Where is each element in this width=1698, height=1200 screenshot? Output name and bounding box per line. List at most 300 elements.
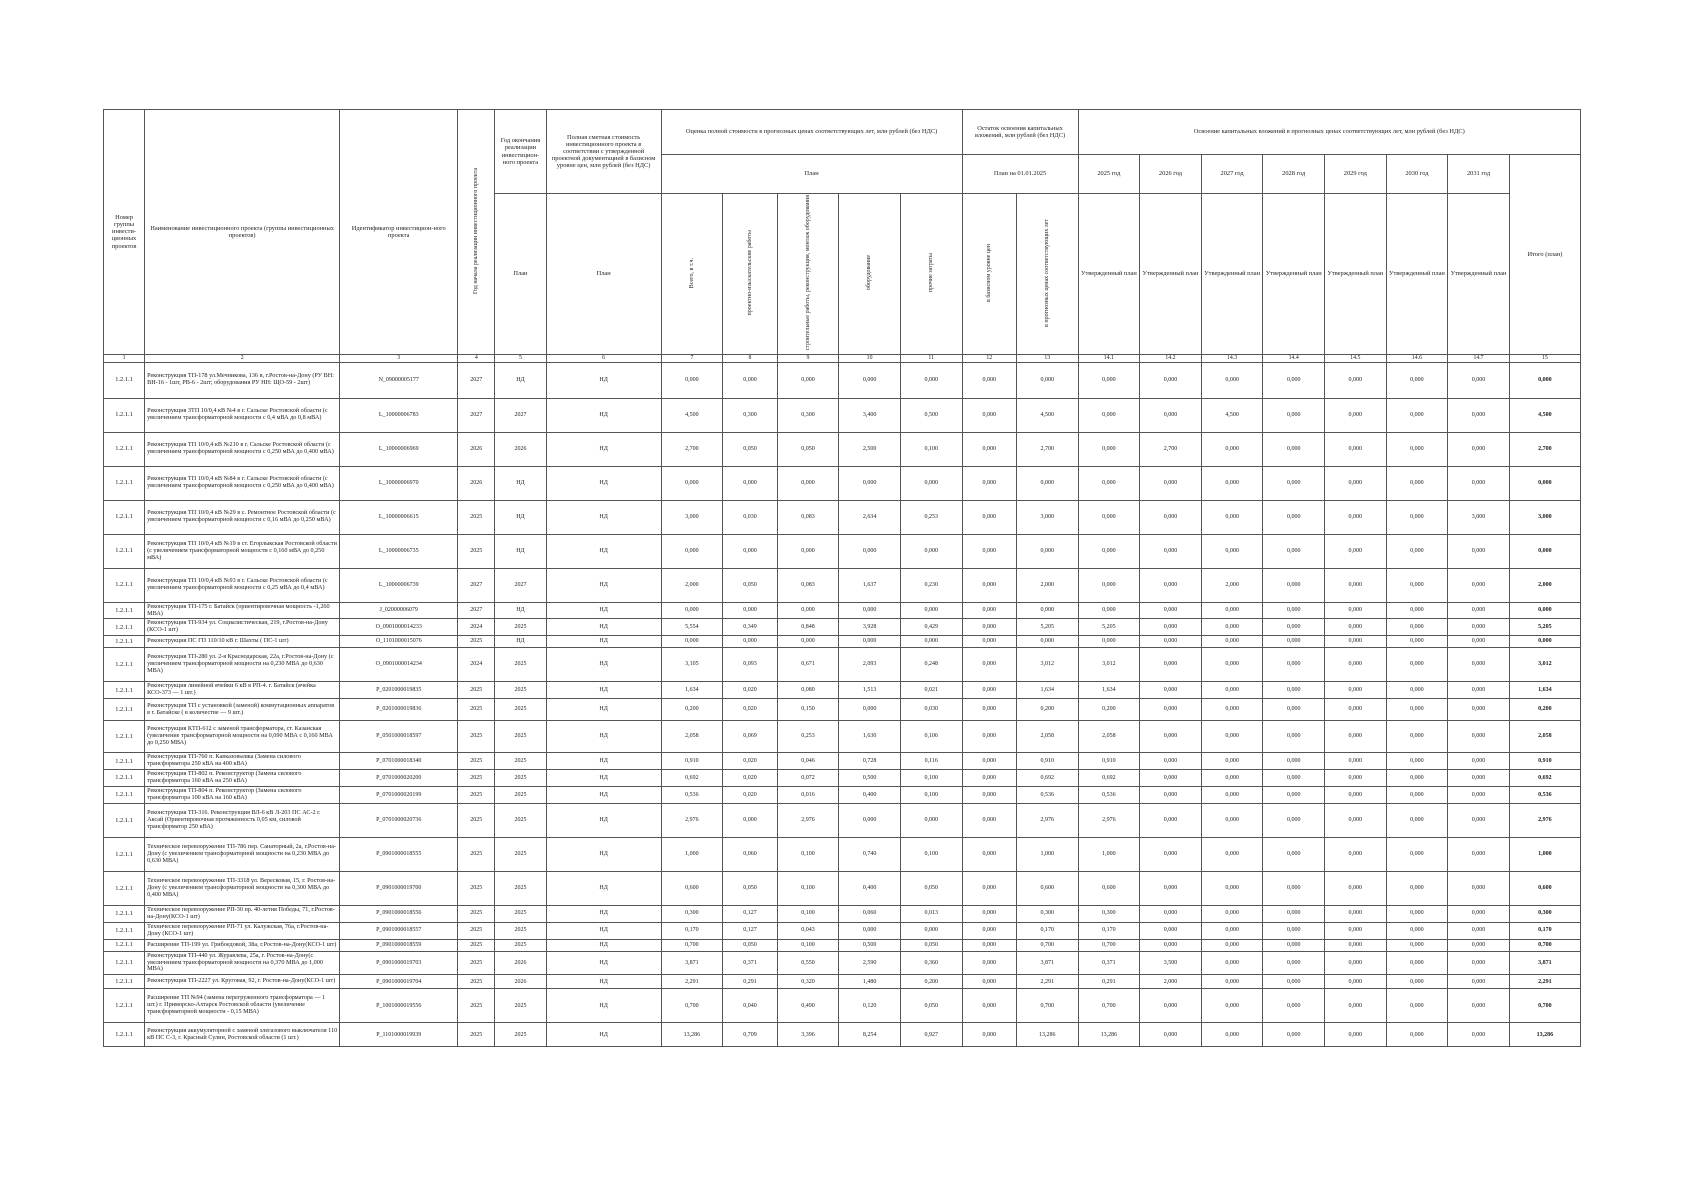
table-row [104,753,1581,770]
value-cell: 0,000 [1386,602,1448,619]
table-row [104,922,1581,939]
value-cell: 0,600 [1016,871,1078,905]
value-cell: 0,000 [1263,753,1325,770]
value-cell: 0,740 [839,837,901,871]
value-cell: 0,050 [723,432,777,466]
value-cell: 2,976 [661,803,723,837]
table-row [104,619,1581,636]
full-cost-cell: НД [546,975,661,989]
value-cell: 0,000 [1078,602,1140,619]
value-cell: 0,000 [1325,362,1387,398]
value-cell: 0,000 [1448,951,1510,975]
value-cell: 0,000 [1386,466,1448,500]
value-cell: 0,000 [1325,786,1387,803]
value-cell: 0,000 [962,398,1016,432]
hdr-year-end: Год окончания реализации инвестицион-ного проекта [495,110,546,194]
year-start-cell: 2024 [458,648,495,682]
column-index-cell: 11 [900,354,962,362]
hdr-approved-2030: Утвержденный план [1386,194,1448,355]
value-cell: 0,000 [1386,837,1448,871]
investment-projects-table [103,109,1581,1047]
value-cell: 0,000 [1263,939,1325,951]
value-cell: 0,300 [661,905,723,922]
group-num-cell: 1.2.1.1 [104,786,145,803]
year-end-cell: 2027 [495,398,546,432]
value-cell: 4,500 [1201,398,1263,432]
value-cell: 0,000 [1140,534,1202,568]
value-cell: 0,000 [1386,682,1448,699]
value-cell: 0,700 [1078,939,1140,951]
total-cell: 2,000 [1509,568,1580,602]
value-cell: 0,536 [1016,786,1078,803]
project-name-cell: Реконструкция ТП 10/0,4 кВ №93 в г. Сальске Ростовской области (с увеличением трансформаторной мощности с 0,25 мВА до 0,4 мВА) [145,568,340,602]
year-start-cell: 2027 [458,362,495,398]
value-cell: 0,100 [900,770,962,787]
full-cost-cell: НД [546,636,661,648]
project-name-cell: Реконструкция ТП-760 п. Кавказовьевка (Замена силового трансформатора 250 кВА на 400 кВА) [145,753,340,770]
column-index-cell: 10 [839,354,901,362]
table-row [104,975,1581,989]
value-cell: 3,871 [1016,951,1078,975]
hdr-plan-on: План на 01.01.2025 [962,155,1078,194]
value-cell: 0,000 [1386,500,1448,534]
value-cell: 0,000 [777,362,839,398]
identifier-cell: P_0701000020736 [340,803,458,837]
value-cell: 0,000 [1448,602,1510,619]
value-cell: 0,000 [1263,682,1325,699]
identifier-cell: P_0701000020200 [340,770,458,787]
value-cell: 0,000 [1140,602,1202,619]
value-cell: 0,400 [839,786,901,803]
value-cell: 0,000 [777,636,839,648]
total-cell: 0,170 [1509,922,1580,939]
total-cell: 2,291 [1509,975,1580,989]
value-cell: 0,300 [1078,905,1140,922]
full-cost-cell: НД [546,753,661,770]
value-cell: 0,000 [1325,500,1387,534]
value-cell: 0,000 [1448,682,1510,699]
value-cell: 0,000 [1325,989,1387,1023]
value-cell: 0,000 [1386,951,1448,975]
hdr-name: Наименование инвестиционного проекта (группы инвестиционных проектов) [145,110,340,355]
year-end-cell: 2025 [495,939,546,951]
value-cell: 0,000 [1448,871,1510,905]
value-cell: 0,000 [1201,905,1263,922]
hdr-approved-2026: Утвержденный план [1140,194,1202,355]
value-cell: 0,000 [1140,989,1202,1023]
value-cell: 4,500 [1016,398,1078,432]
value-cell: 0,000 [1140,905,1202,922]
value-cell: 0,000 [1448,905,1510,922]
table-row [104,648,1581,682]
year-end-cell: НД [495,602,546,619]
year-start-cell: 2025 [458,837,495,871]
value-cell: 0,000 [1201,837,1263,871]
column-index-cell: 4 [458,354,495,362]
value-cell: 0,291 [723,975,777,989]
value-cell: 0,000 [962,636,1016,648]
total-cell: 2,058 [1509,721,1580,753]
value-cell: 0,000 [900,922,962,939]
value-cell: 0,000 [1201,951,1263,975]
value-cell: 0,910 [1016,753,1078,770]
value-cell: 0,000 [1078,500,1140,534]
group-num-cell: 1.2.1.1 [104,837,145,871]
group-num-cell: 1.2.1.1 [104,1023,145,1047]
year-start-cell: 2025 [458,1023,495,1047]
year-start-cell: 2027 [458,602,495,619]
value-cell: 0,000 [1078,568,1140,602]
value-cell: 0,000 [1263,568,1325,602]
total-cell: 0,910 [1509,753,1580,770]
column-index-cell: 1 [104,354,145,362]
value-cell: 0,700 [1016,939,1078,951]
value-cell: 0,000 [1016,362,1078,398]
year-start-cell: 2025 [458,951,495,975]
value-cell: 0,040 [723,989,777,1023]
value-cell: 2,590 [839,951,901,975]
year-end-cell: 2025 [495,648,546,682]
group-num-cell: 1.2.1.1 [104,534,145,568]
project-name-cell: Реконструкция ТП-280 ул. 2-я Краснодарская, 22а, г.Ростов-на-Дону (с увеличением трансформаторной мощности на 0,230 МВА до 0,630 МВА) [145,648,340,682]
value-cell: 0,100 [777,837,839,871]
value-cell: 0,000 [1263,905,1325,922]
year-end-cell: 2025 [495,837,546,871]
full-cost-cell: НД [546,619,661,636]
value-cell: 0,000 [1263,466,1325,500]
project-name-cell: Реконструкция ТП 10/0,4 кВ №29 в с. Ремонтное Ростовской области (с увеличением трансформаторной мощности с 0,16 мВА до 0,250 мВА) [145,500,340,534]
value-cell: 0,600 [661,871,723,905]
group-num-cell: 1.2.1.1 [104,362,145,398]
total-cell: 0,600 [1509,871,1580,905]
column-index-cell: 5 [495,354,546,362]
value-cell: 2,000 [661,568,723,602]
value-cell: 0,000 [1325,939,1387,951]
value-cell: 0,000 [962,619,1016,636]
value-cell: 0,000 [839,803,901,837]
value-cell: 1,634 [1016,682,1078,699]
table-row [104,534,1581,568]
value-cell: 0,000 [962,432,1016,466]
hdr-approved-2031: Утвержденный план [1448,194,1510,355]
year-end-cell: 2025 [495,786,546,803]
year-start-cell: 2025 [458,803,495,837]
value-cell: 0,500 [900,398,962,432]
value-cell: 0,000 [1140,803,1202,837]
identifier-cell: L_10000006783 [340,398,458,432]
value-cell: 13,286 [1078,1023,1140,1047]
year-end-cell: 2025 [495,871,546,905]
value-cell: 0,000 [1201,753,1263,770]
full-cost-cell: НД [546,500,661,534]
value-cell: 0,050 [723,939,777,951]
value-cell: 0,000 [777,466,839,500]
column-index-cell: 13 [1016,354,1078,362]
value-cell: 0,910 [661,753,723,770]
value-cell: 3,000 [1016,500,1078,534]
total-cell: 2,976 [1509,803,1580,837]
project-name-cell: Техническое перевооружение ТП-786 пер. Санаторный, 2а, г.Ростов-на-Дону (с увеличением трансформаторной мощности на 0,230 МВА до 0,630 МВА) [145,837,340,871]
value-cell: 0,000 [1263,432,1325,466]
value-cell: 0,000 [1448,922,1510,939]
value-cell: 0,000 [1325,905,1387,922]
value-cell: 0,000 [962,975,1016,989]
value-cell: 1,634 [661,682,723,699]
column-index-cell: 14.6 [1386,354,1448,362]
value-cell: 0,000 [1325,975,1387,989]
group-num-cell: 1.2.1.1 [104,602,145,619]
full-cost-cell: НД [546,871,661,905]
value-cell: 0,253 [777,721,839,753]
year-start-cell: 2026 [458,466,495,500]
group-num-cell: 1.2.1.1 [104,568,145,602]
table-row [104,837,1581,871]
hdr-2031: 2031 год [1448,155,1510,194]
year-start-cell: 2027 [458,398,495,432]
value-cell: 13,286 [1016,1023,1078,1047]
value-cell: 0,692 [661,770,723,787]
total-cell: 3,012 [1509,648,1580,682]
column-index-cell: 14.7 [1448,354,1510,362]
value-cell: 0,709 [723,1023,777,1047]
hdr-2027: 2027 год [1201,155,1263,194]
value-cell: 0,000 [1448,721,1510,753]
table-row [104,905,1581,922]
value-cell: 2,700 [1140,432,1202,466]
hdr-approved-2028: Утвержденный план [1263,194,1325,355]
hdr-2025: 2025 год [1078,155,1140,194]
value-cell: 0,000 [1325,753,1387,770]
value-cell: 0,000 [1448,1023,1510,1047]
value-cell: 0,000 [1078,362,1140,398]
value-cell: 0,360 [900,951,962,975]
value-cell: 0,000 [723,636,777,648]
identifier-cell: P_0701000020199 [340,786,458,803]
group-num-cell: 1.2.1.1 [104,721,145,753]
year-end-cell: 2025 [495,619,546,636]
value-cell: 0,000 [1078,466,1140,500]
total-cell: 4,500 [1509,398,1580,432]
value-cell: 0,000 [1448,398,1510,432]
value-cell: 0,000 [1325,602,1387,619]
value-cell: 3,871 [661,951,723,975]
value-cell: 0,000 [1016,636,1078,648]
value-cell: 0,671 [777,648,839,682]
value-cell: 0,291 [1078,975,1140,989]
value-cell: 0,000 [1263,500,1325,534]
table-row [104,786,1581,803]
value-cell: 0,000 [962,699,1016,721]
year-start-cell: 2024 [458,619,495,636]
value-cell: 1,000 [1078,837,1140,871]
column-index-cell: 14.3 [1201,354,1263,362]
table-row [104,682,1581,699]
identifier-cell: O_0901000014233 [340,619,458,636]
year-end-cell: 2025 [495,721,546,753]
full-cost-cell: НД [546,602,661,619]
column-index-cell: 14.1 [1078,354,1140,362]
full-cost-cell: НД [546,837,661,871]
project-name-cell: Техническое перевооружение РП-71 ул. Калужская, 76а, г.Ростов-на-Дону (КСО-1 шт) [145,922,340,939]
value-cell: 3,396 [777,1023,839,1047]
value-cell: 0,100 [777,905,839,922]
identifier-cell: N_09000005177 [340,362,458,398]
value-cell: 0,300 [723,398,777,432]
value-cell: 0,150 [777,699,839,721]
value-cell: 0,000 [1201,602,1263,619]
group-num-cell: 1.2.1.1 [104,682,145,699]
value-cell: 0,120 [839,989,901,1023]
table-row [104,699,1581,721]
value-cell: 0,000 [1263,975,1325,989]
value-cell: 0,248 [900,648,962,682]
year-end-cell: 2025 [495,682,546,699]
year-start-cell: 2025 [458,682,495,699]
value-cell: 0,069 [723,721,777,753]
value-cell: 0,000 [1448,753,1510,770]
value-cell: 0,000 [1386,534,1448,568]
value-cell: 0,700 [661,939,723,951]
value-cell: 0,000 [1386,939,1448,951]
total-cell: 13,286 [1509,1023,1580,1047]
year-end-cell: 2025 [495,989,546,1023]
table-row [104,636,1581,648]
value-cell: 0,000 [962,466,1016,500]
project-name-cell: Реконструкция ТП с установкой (заменой) коммутационных аппаратов в г. Батайске ( в количестве — 9 шт.) [145,699,340,721]
project-name-cell: Реконструкция ТП-804 п. Реконструктор (Замена силового трансформатора 100 кВА на 160 кВА) [145,786,340,803]
value-cell: 0,000 [962,803,1016,837]
total-cell: 0,000 [1509,602,1580,619]
year-start-cell: 2025 [458,786,495,803]
year-end-cell: НД [495,500,546,534]
identifier-cell: L_10000006970 [340,466,458,500]
value-cell: 0,536 [661,786,723,803]
value-cell: 0,000 [1448,636,1510,648]
value-cell: 0,000 [1448,362,1510,398]
column-index-cell: 2 [145,354,340,362]
value-cell: 0,490 [777,989,839,1023]
value-cell: 0,000 [962,1023,1016,1047]
value-cell: 0,848 [777,619,839,636]
value-cell: 0,000 [900,362,962,398]
value-cell: 0,000 [1140,682,1202,699]
project-name-cell: Реконструкция аккумуляторной с заменой элегазового выключателя 110 кВ ПС С-3, г. Красный Сулин, Ростовской области (1 шт.) [145,1023,340,1047]
value-cell: 0,093 [723,648,777,682]
full-cost-cell: НД [546,432,661,466]
table-row [104,568,1581,602]
year-end-cell: 2025 [495,699,546,721]
value-cell: 0,700 [1078,989,1140,1023]
total-cell: 5,205 [1509,619,1580,636]
table-body [104,354,1581,1047]
group-num-cell: 1.2.1.1 [104,753,145,770]
value-cell: 0,000 [1325,837,1387,871]
value-cell: 0,550 [777,951,839,975]
value-cell: 0,000 [1263,803,1325,837]
year-end-cell: 2027 [495,568,546,602]
value-cell: 0,000 [1448,939,1510,951]
value-cell: 0,000 [1263,636,1325,648]
total-cell: 0,200 [1509,699,1580,721]
table-row [104,1023,1581,1047]
hdr-estimate-plan: План [661,155,962,194]
value-cell: 0,000 [1386,753,1448,770]
value-cell: 0,000 [1201,770,1263,787]
group-num-cell: 1.2.1.1 [104,803,145,837]
table-row [104,803,1581,837]
value-cell: 0,000 [962,602,1016,619]
value-cell: 0,000 [1386,770,1448,787]
identifier-cell: P_0501000018597 [340,721,458,753]
value-cell: 0,200 [1078,699,1140,721]
group-num-cell: 1.2.1.1 [104,619,145,636]
value-cell: 0,000 [1140,871,1202,905]
value-cell: 5,205 [1016,619,1078,636]
value-cell: 0,000 [1263,534,1325,568]
year-end-cell: НД [495,362,546,398]
value-cell: 1,630 [839,721,901,753]
group-num-cell: 1.2.1.1 [104,432,145,466]
project-name-cell: Реконструкция ТП-2227 ул. Круговая, 92, г. Ростов-на-Дону(КСО-1 шт) [145,975,340,989]
value-cell: 0,000 [777,534,839,568]
column-index-cell: 15 [1509,354,1580,362]
value-cell: 0,000 [1140,837,1202,871]
identifier-cell: O_0901000014234 [340,648,458,682]
value-cell: 0,000 [1201,989,1263,1023]
value-cell: 0,349 [723,619,777,636]
value-cell: 3,012 [1016,648,1078,682]
value-cell: 0,692 [1016,770,1078,787]
value-cell: 0,000 [1386,568,1448,602]
value-cell: 0,000 [1325,951,1387,975]
value-cell: 0,072 [777,770,839,787]
value-cell: 0,000 [1325,466,1387,500]
value-cell: 2,976 [1078,803,1140,837]
identifier-cell: P_0901000019703 [340,951,458,975]
value-cell: 0,000 [1201,648,1263,682]
identifier-cell: P_0201000019835 [340,682,458,699]
value-cell: 0,000 [1448,568,1510,602]
project-name-cell: Расширение ТП №94 (замена перегруженного трансформатора — 1 шт.) г. Приморско-Ахтарск Ростовской области (увеличение трансформаторной мощности - 0,15 МВА) [145,989,340,1023]
value-cell: 0,000 [777,602,839,619]
full-cost-cell: НД [546,951,661,975]
year-end-cell: 2025 [495,922,546,939]
full-cost-cell: НД [546,568,661,602]
value-cell: 0,000 [1448,786,1510,803]
group-num-cell: 1.2.1.1 [104,398,145,432]
value-cell: 0,000 [900,602,962,619]
project-name-cell: Реконструкция ТП-178 ул.Мечникова, 136 в, г.Ростов-на-Дону (РУ ВН: ВН-16 - 1шт, РВ-6 - 2шт; оборудования РУ НН: ЩО-59 - 2шт) [145,362,340,398]
value-cell: 2,000 [1140,975,1202,989]
table-row [104,770,1581,787]
value-cell: 0,000 [1386,786,1448,803]
value-cell: 0,000 [1201,803,1263,837]
identifier-cell: P_0901000018556 [340,905,458,922]
project-name-cell: Техническое перевооружение РП-30 пр. 40-летия Победы, 71, г.Ростов-на-Дону(КСО-1 шт) [145,905,340,922]
year-start-cell: 2026 [458,432,495,466]
value-cell: 0,000 [661,466,723,500]
value-cell: 0,000 [962,362,1016,398]
value-cell: 0,000 [1201,1023,1263,1047]
value-cell: 0,000 [1448,989,1510,1023]
column-index-cell: 8 [723,354,777,362]
full-cost-cell: НД [546,922,661,939]
hdr-c7: Всего, в т.ч. [661,194,723,355]
value-cell: 0,000 [839,466,901,500]
identifier-cell: P_0901000018555 [340,837,458,871]
full-cost-cell: НД [546,682,661,699]
project-name-cell: Реконструкция линейной ячейки 6 кВ в РП-4. г. Батайск (ячейка КСО-373 — 1 шт.) [145,682,340,699]
